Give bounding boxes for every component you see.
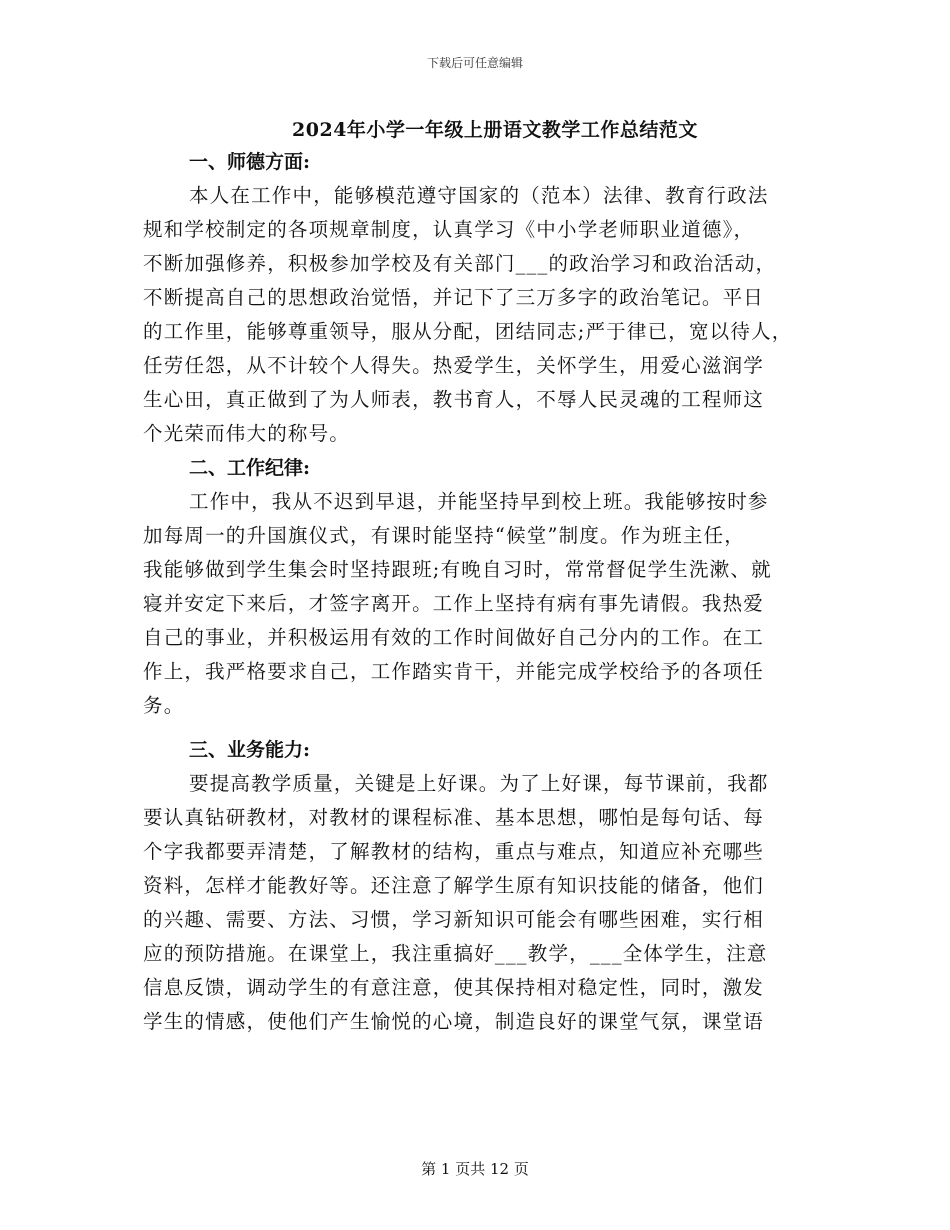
- paragraph-line: 资料，怎样才能教好等。还注意了解学生原有知识技能的储备，他们: [143, 874, 765, 897]
- paragraph-line: 规和学校制定的各项规章制度，认真学习《中小学老师职业道德》，: [143, 218, 755, 241]
- paragraph-line: 个字我都要弄清楚，了解教材的结构，重点与难点，知道应补充哪些: [143, 840, 765, 863]
- document-body: [143, 145, 823, 1039]
- page-number-footer: 第 1 页共 12 页: [421, 1160, 529, 1178]
- paragraph-line: 不断加强修养，积极参加学校及有关部门___的政治学习和政治活动，: [143, 252, 777, 275]
- section-work-discipline: [143, 451, 823, 723]
- document-title: 2024年小学一年级上册语文教学工作总结范文: [292, 119, 698, 141]
- paragraph-line: 学生的情感，使他们产生愉悦的心境，制造良好的课堂气氛，课堂语: [143, 1010, 765, 1033]
- paragraph-line: 我能够做到学生集会时坚持跟班;有晚自习时，常常督促学生洗漱、就: [143, 558, 772, 581]
- paragraph-line: 的工作里，能够尊重领导，服从分配，团结同志;严于律已，宽以待人，: [143, 320, 793, 343]
- paragraph-line: 要认真钻研教材，对教材的课程标准、基本思想，哪怕是每句话、每: [143, 806, 765, 829]
- paragraph-line: 任劳任怨，从不计较个人得失。热爱学生，关怀学生，用爱心滋润学: [143, 354, 765, 377]
- section-heading: 三、业务能力:: [189, 739, 311, 761]
- paragraph-line: 务。: [143, 694, 185, 717]
- paragraph-line: 工作中，我从不迟到早退，并能坚持早到校上班。我能够按时参: [189, 490, 769, 513]
- section-heading: 一、师德方面:: [189, 151, 311, 173]
- paragraph-line: 要提高教学质量，关键是上好课。为了上好课，每节课前，我都: [189, 772, 769, 795]
- paragraph-line: 信息反馈，调动学生的有意注意，使其保持相对稳定性，同时，激发: [143, 976, 765, 999]
- section-professional-ability: [143, 733, 823, 1039]
- paragraph-line: 作上，我严格要求自己，工作踏实肯干，并能完成学校给予的各项任: [143, 660, 765, 683]
- paragraph-line: 自己的事业，并积极运用有效的工作时间做好自己分内的工作。在工: [143, 626, 765, 649]
- section-paragraph: [143, 485, 823, 723]
- page-header-note: 下载后可任意编辑: [426, 56, 523, 70]
- paragraph-line: 的兴趣、需要、方法、习惯，学习新知识可能会有哪些困难，实行相: [143, 908, 765, 931]
- paragraph-line: 加每周一的升国旗仪式，有课时能坚持“候堂”制度。作为班主任，: [143, 524, 745, 547]
- section-paragraph: [143, 179, 823, 451]
- paragraph-line: 不断提高自己的思想政治觉悟，并记下了三万多字的政治笔记。平日: [143, 286, 765, 309]
- paragraph-line: 个光荣而伟大的称号。: [143, 422, 351, 445]
- paragraph-line: 寝并安定下来后，才签字离开。工作上坚持有病有事先请假。我热爱: [143, 592, 765, 615]
- paragraph-line: 生心田，真正做到了为人师表，教书育人，不辱人民灵魂的工程师这: [143, 388, 765, 411]
- section-teacher-ethics: [143, 145, 823, 451]
- section-paragraph: [143, 767, 823, 1039]
- section-spacer: [143, 723, 823, 733]
- section-heading: 二、工作纪律:: [189, 457, 311, 479]
- paragraph-line: 本人在工作中，能够模范遵守国家的（范本）法律、教育行政法: [189, 184, 769, 207]
- paragraph-line: 应的预防措施。在课堂上，我注重搞好___教学，___全体学生，注意: [143, 942, 768, 965]
